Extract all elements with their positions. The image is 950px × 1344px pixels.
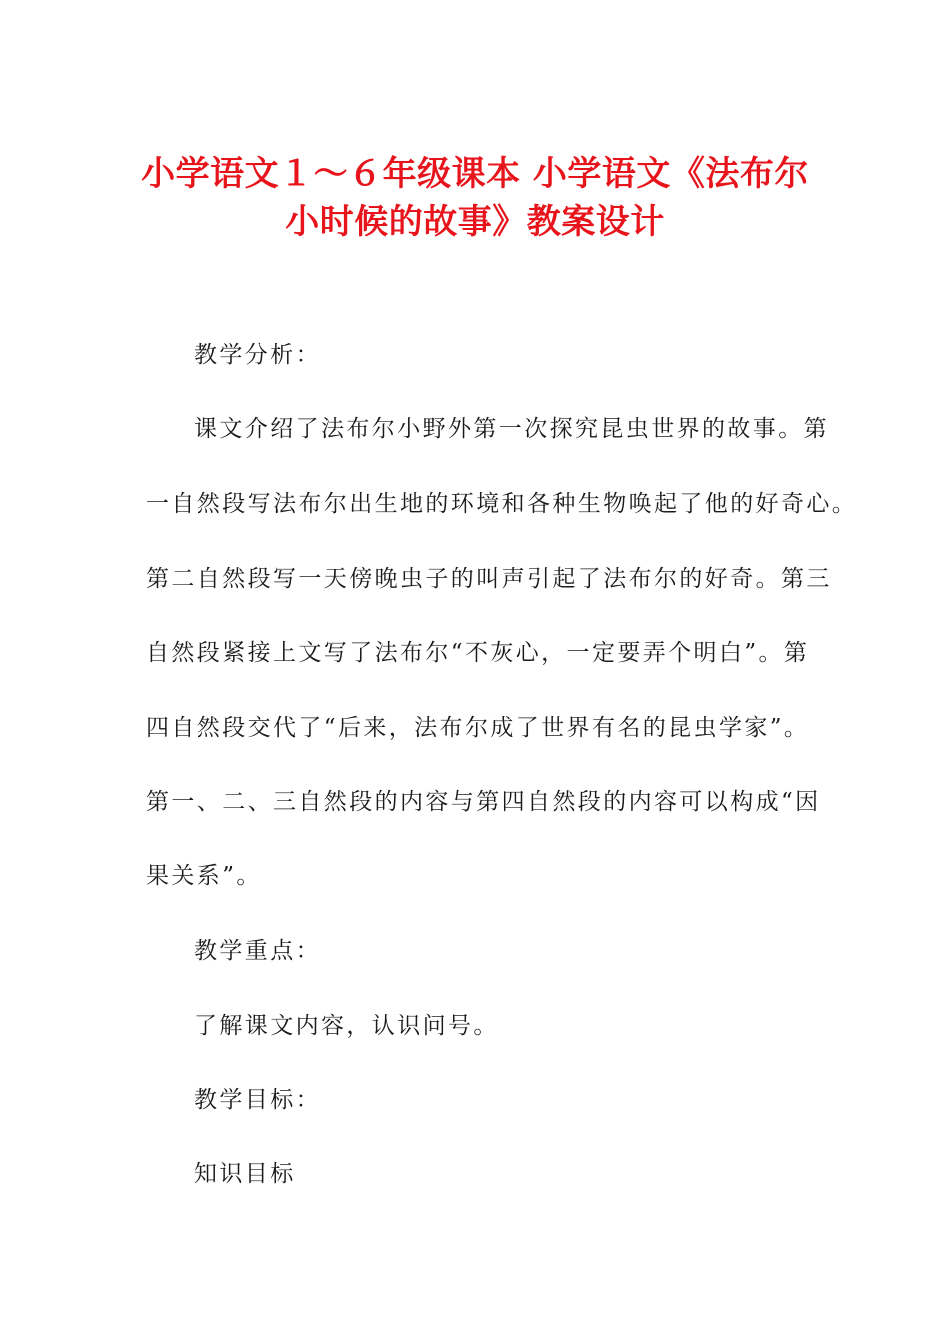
analysis-line-6: 第一、二、三自然段的内容与第四自然段的内容可以构成“因: [146, 789, 821, 815]
heading-teaching-focus: 教学重点：: [194, 938, 321, 964]
title-line-1: 小学语文１～６年级课本 小学语文《法布尔: [141, 154, 809, 194]
analysis-line-2: 一自然段写法布尔出生地的环境和各种生物唤起了他的好奇心。: [146, 491, 858, 517]
analysis-line-4: 自然段紧接上文写了法布尔“不灰心，一定要弄个明白”。第: [146, 640, 810, 666]
analysis-line-1: 课文介绍了法布尔小野外第一次探究昆虫世界的故事。第: [194, 416, 829, 442]
analysis-line-3: 第二自然段写一天傍晚虫子的叫声引起了法布尔的好奇。第三: [146, 566, 832, 592]
teaching-focus-text: 了解课文内容，认识问号。: [194, 1013, 499, 1039]
heading-teaching-goals: 教学目标：: [194, 1087, 321, 1113]
title-line-2: 小时候的故事》教案设计: [285, 202, 665, 242]
heading-teaching-analysis: 教学分析：: [194, 342, 321, 368]
document-title: [120, 150, 830, 246]
analysis-line-7: 果关系”。: [146, 863, 262, 889]
knowledge-goal-heading: 知识目标: [194, 1161, 296, 1187]
analysis-line-5: 四自然段交代了“后来，法布尔成了世界有名的昆虫学家”。: [146, 715, 810, 741]
